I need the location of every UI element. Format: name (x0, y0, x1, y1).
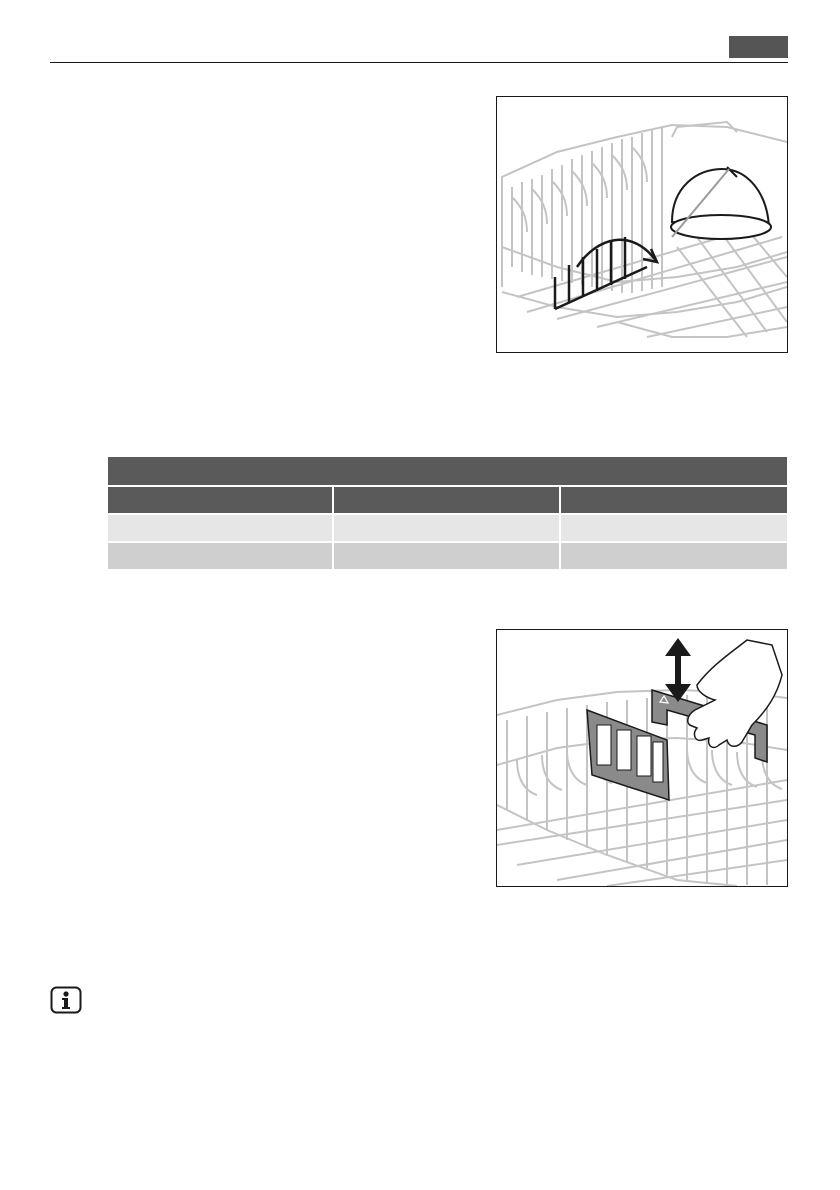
table-header-cell (108, 487, 332, 513)
data-table (108, 457, 787, 569)
language-tab (729, 36, 788, 58)
table-title-bar (108, 457, 787, 485)
table-cell (561, 543, 787, 569)
table-row (108, 515, 787, 541)
table-cell (334, 543, 559, 569)
plate-rack-illustration (496, 629, 788, 887)
table-cell (334, 515, 559, 541)
table-cell (108, 543, 332, 569)
table-header-cell (334, 487, 559, 513)
table-cell (108, 515, 332, 541)
info-icon (50, 986, 82, 1014)
upper-basket-cup-rack-fold-icon (497, 97, 787, 352)
table-row (108, 543, 787, 569)
upper-basket-illustration (496, 96, 788, 353)
header-rule (50, 62, 788, 63)
table-header-cell (561, 487, 787, 513)
table-header-row (108, 487, 787, 513)
plate-rack-height-adjust-icon (497, 630, 787, 886)
table-cell (561, 515, 787, 541)
